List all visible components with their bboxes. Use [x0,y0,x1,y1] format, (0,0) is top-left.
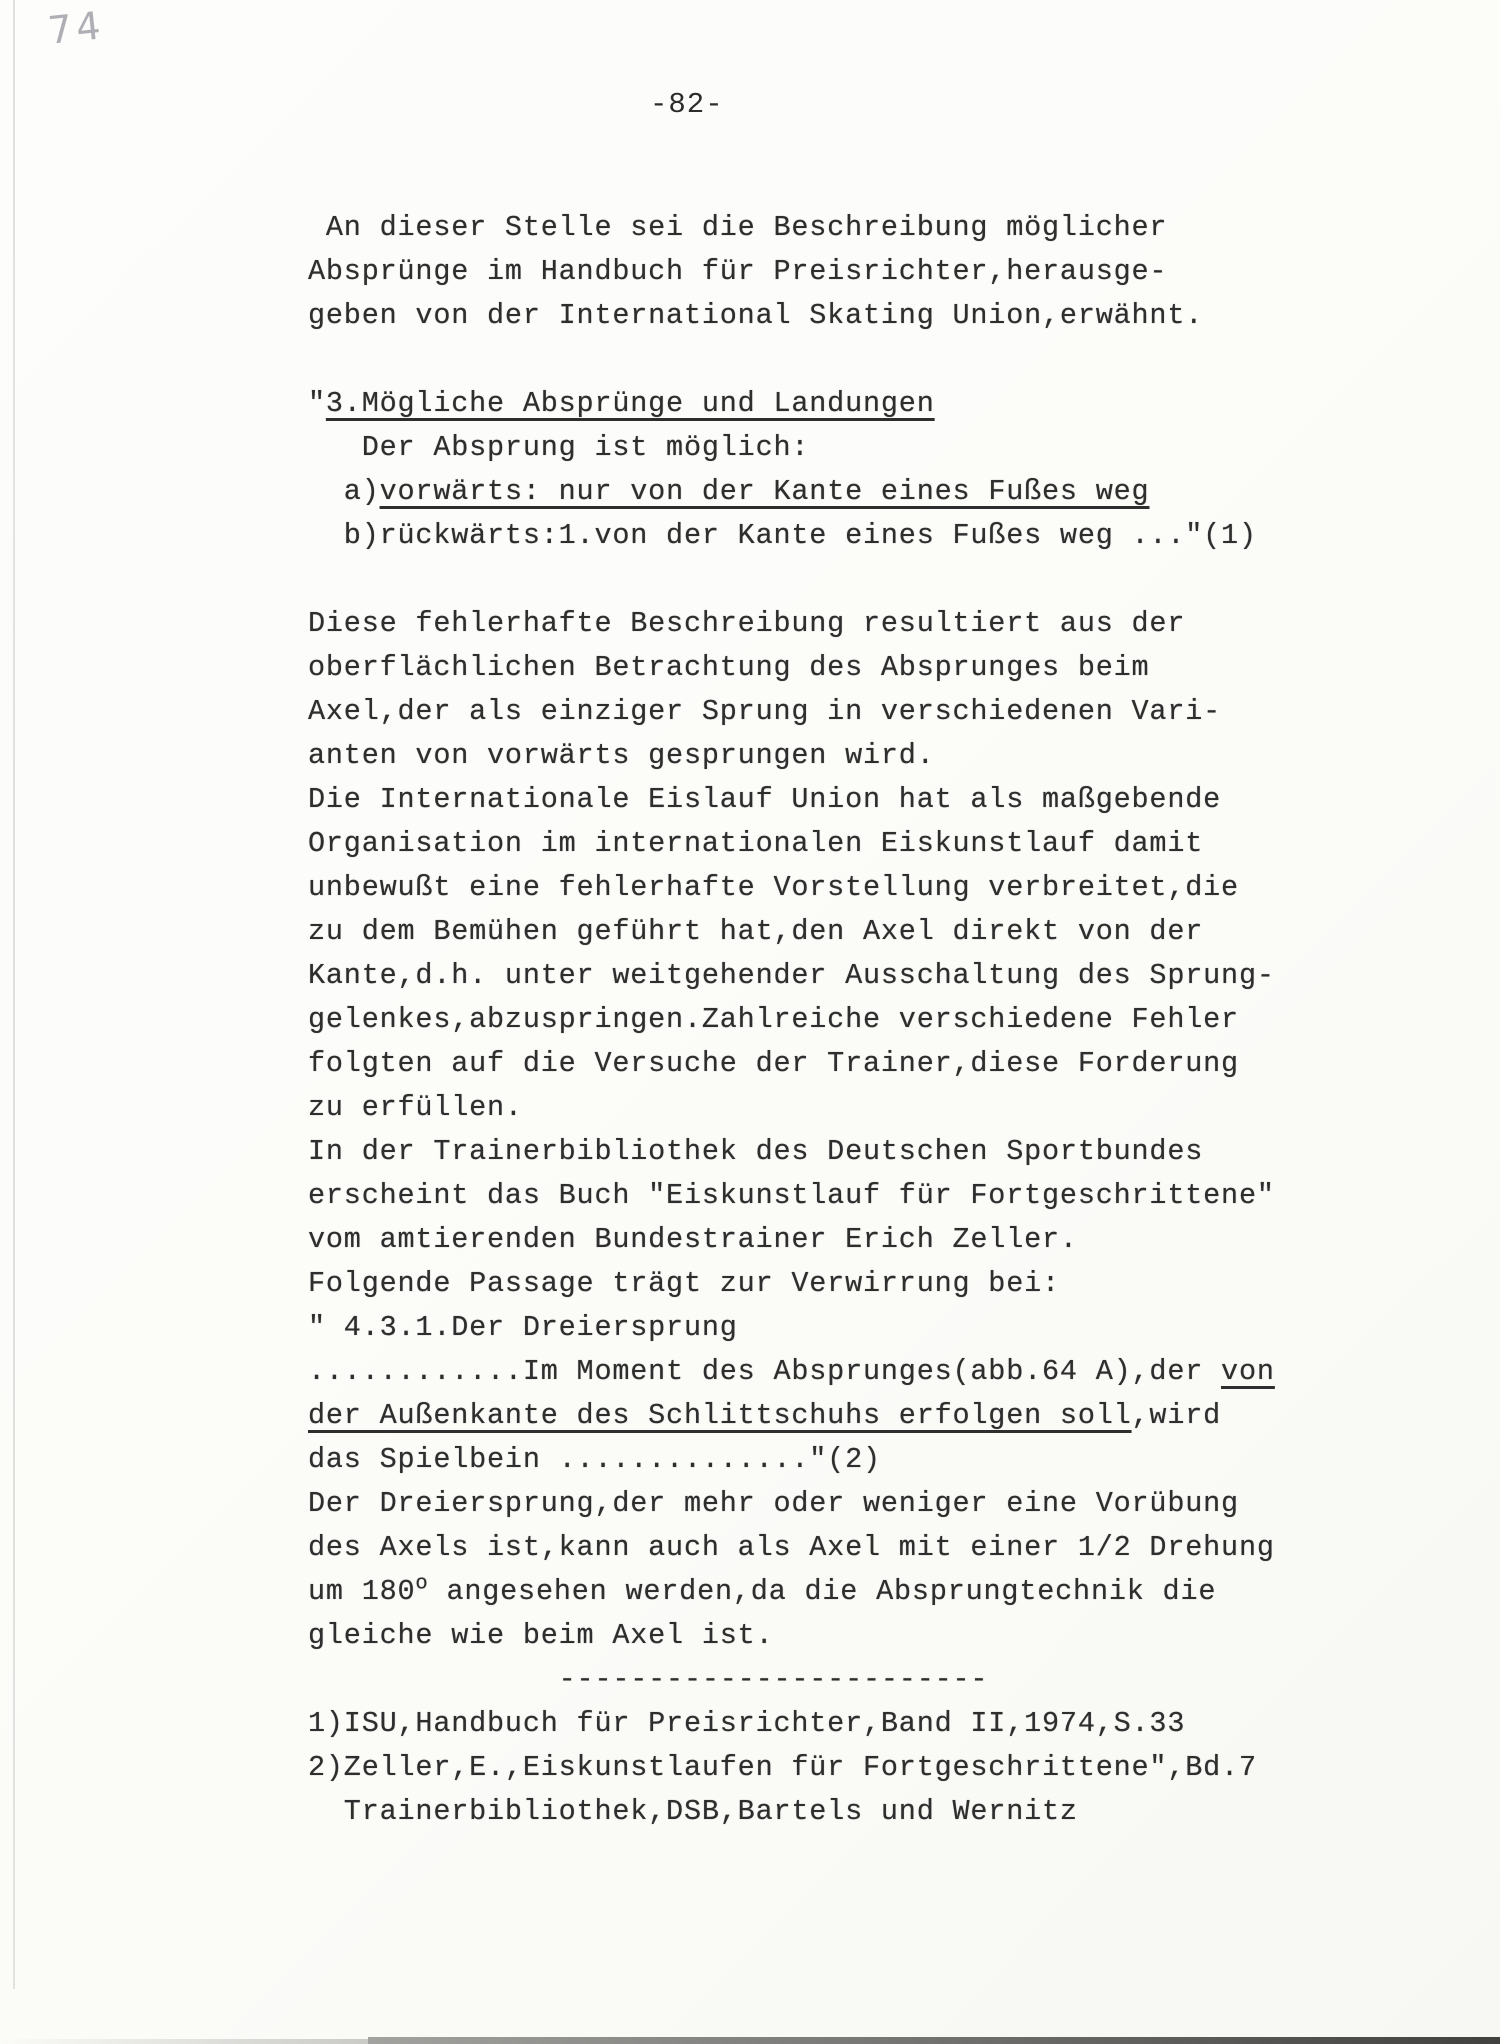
text-segment: " [308,387,326,420]
text-segment: des Axels ist,kann auch als Axel mit einer 1/2 Drehung [308,1531,1275,1564]
text-segment: zu erfüllen. [308,1091,523,1124]
text-line [308,470,1368,514]
text-line [308,426,1368,470]
text-segment: Organisation im internationalen Eiskunstlauf damit [308,827,1204,860]
text-segment: Axel,der als einziger Sprung in verschiedenen Vari- [308,695,1222,728]
page-number: -82- [650,88,724,121]
text-line [308,690,1368,734]
pencil-note: 74 [45,3,107,53]
text-segment: um 180 [308,1575,416,1608]
text-segment: " 4.3.1.Der Dreiersprung [308,1311,738,1344]
text-segment: ------------------------ [308,1663,989,1696]
text-segment: folgten auf die Versuche der Trainer,diese Forderung [308,1047,1239,1080]
typewritten-text [308,206,1368,1834]
text-line [308,910,1368,954]
text-line [308,734,1368,778]
text-segment: gleiche wie beim Axel ist. [308,1619,774,1652]
text-segment: 1)ISU,Handbuch für Preisrichter,Band II,1974,S.33 [308,1707,1186,1740]
text-line [308,1262,1368,1306]
text-segment: geben von der International Skating Union,erwähnt. [308,299,1204,332]
text-segment: b)rückwärts:1.von der Kante eines Fußes weg ..."(1) [308,519,1257,552]
text-segment: Folgende Passage trägt zur Verwirrung bei: [308,1267,1060,1300]
underlined-text: der Außenkante des Schlittschuhs erfolgen soll [308,1399,1132,1432]
text-line [308,1174,1368,1218]
text-segment: Diese fehlerhafte Beschreibung resultiert aus der [308,607,1186,640]
underlined-text: 3.Mögliche Absprünge und Landungen [325,387,935,420]
scan-edge-line [13,0,15,1989]
text-line [308,206,1368,250]
scan-bottom-smudge [0,2039,368,2044]
text-line [308,294,1368,338]
text-segment: 2)Zeller,E.,Eiskunstlaufen für Fortgeschrittene",Bd.7 [308,1751,1257,1784]
text-line [308,1394,1368,1438]
text-segment: Trainerbibliothek,DSB,Bartels und Wernitz [308,1795,1078,1828]
text-segment: anten von vorwärts gesprungen wird. [308,739,935,772]
text-line [308,954,1368,998]
footnote-separator [308,1658,1368,1702]
text-segment: Der Dreiersprung,der mehr oder weniger eine Vorübung [308,1487,1239,1520]
text-line [308,1614,1368,1658]
text-line [308,1526,1368,1570]
text-line [308,646,1368,690]
underlined-text: von [1221,1355,1275,1388]
text-segment: Kante,d.h. unter weitgehender Ausschaltung des Sprung- [308,959,1275,992]
text-segment: ,wird [1131,1399,1222,1432]
text-line [308,998,1368,1042]
text-line [308,1438,1368,1482]
scan-bottom-bar [368,2037,1500,2044]
text-line [308,1306,1368,1350]
text-line [308,1350,1368,1394]
footnote-line [308,1746,1368,1790]
text-line [308,382,1368,426]
text-segment: a) [308,475,380,508]
text-segment: das Spielbein .............."(2) [308,1443,881,1476]
text-segment: In der Trainerbibliothek des Deutschen Sportbundes [308,1135,1204,1168]
text-line [308,1042,1368,1086]
superscript-text: o [415,1572,429,1596]
text-line [308,1482,1368,1526]
text-segment: erscheint das Buch "Eiskunstlauf für Fortgeschrittene" [308,1179,1275,1212]
text-line [308,250,1368,294]
text-segment: Der Absprung ist möglich: [308,431,810,464]
text-segment: Absprünge im Handbuch für Preisrichter,herausge- [308,255,1168,288]
text-segment: zu dem Bemühen geführt hat,den Axel direkt von der [308,915,1204,948]
text-segment: ............Im Moment des Absprunges(abb.64 A),der [308,1355,1222,1388]
text-line [308,602,1368,646]
text-segment: oberflächlichen Betrachtung des Absprunges beim [308,651,1150,684]
text-segment: unbewußt eine fehlerhafte Vorstellung verbreitet,die [308,871,1239,904]
text-segment: An dieser Stelle sei die Beschreibung möglicher [308,211,1168,244]
text-line [308,1086,1368,1130]
text-line [308,1130,1368,1174]
text-line [308,514,1368,558]
text-line [308,778,1368,822]
text-line [308,1570,1368,1614]
text-segment: angesehen werden,da die Absprungtechnik die [428,1575,1217,1608]
footnote-line [308,1790,1368,1834]
text-segment: Die Internationale Eislauf Union hat als maßgebende [308,783,1222,816]
text-line [308,866,1368,910]
text-line [308,1218,1368,1262]
text-segment: gelenkes,abzuspringen.Zahlreiche verschiedene Fehler [308,1003,1239,1036]
footnote-line [308,1702,1368,1746]
text-segment: vom amtierenden Bundestrainer Erich Zeller. [308,1223,1078,1256]
text-line [308,822,1368,866]
underlined-text: vorwärts: nur von der Kante eines Fußes weg [379,475,1150,508]
